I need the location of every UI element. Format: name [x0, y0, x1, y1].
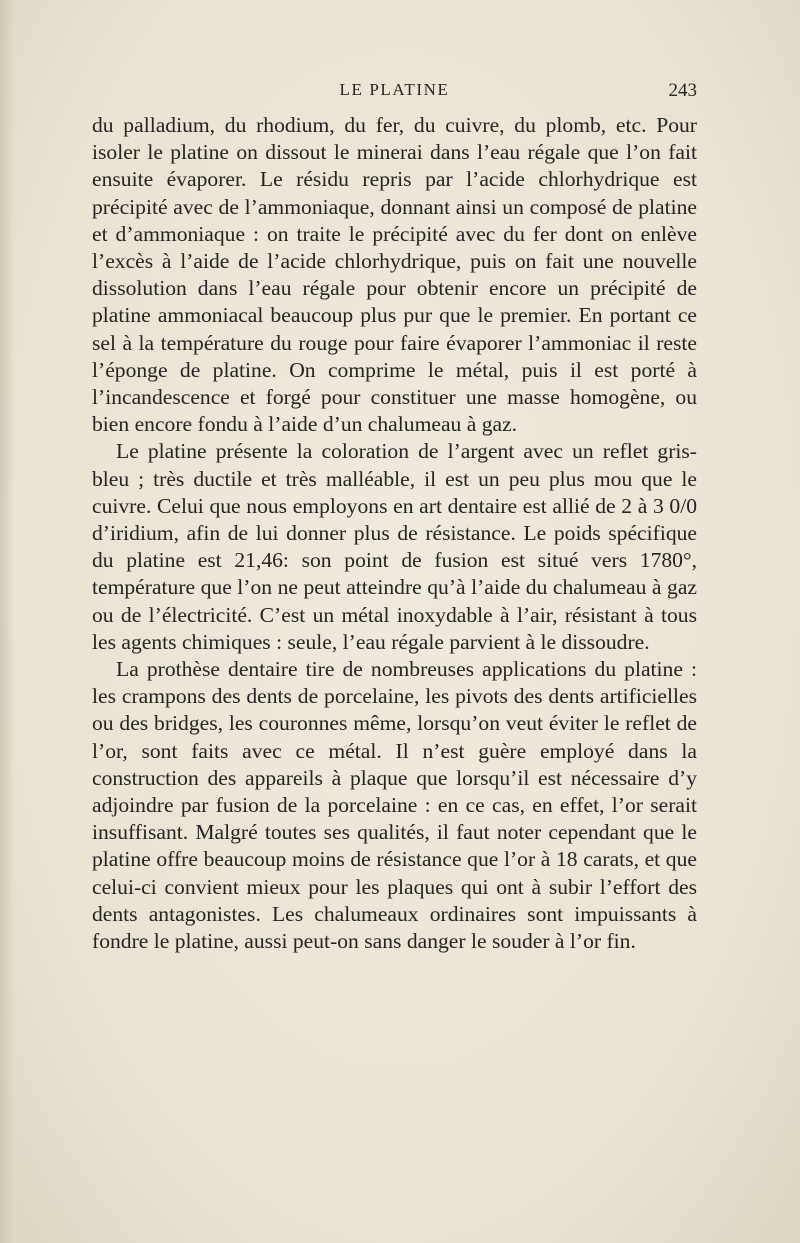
spine-shadow — [0, 0, 14, 1243]
page-number: 243 — [668, 80, 697, 101]
paragraph-continuation: du palladium, du rhodium, du fer, du cuivre, du plomb, etc. Pour isoler le platine on dissout le minerai dans l’eau régale que l’on fait ensuite évaporer. Le résidu repris par l’acide chlorhydrique est précipité avec de l’ammoniaque, donnant ainsi un composé de platine et d’ammoniaque : on traite le précipité avec du fer dont on enlève l’excès à l’aide de l’acide chlorhydrique, puis on fait une nouvelle dissolution dans l’eau régale pour obtenir encore un précipité de platine ammoniacal beaucoup plus pur que le premier. En portant ce sel à la température du rouge pour faire évaporer l’ammoniac il reste l’éponge de platine. On comprime le métal, puis il est porté à l’incandescence et forgé pour constituer une masse homogène, ou bien encore fondu à l’aide d’un chalumeau à gaz. — [92, 113, 697, 437]
running-head — [92, 80, 697, 106]
paragraph-applications: La prothèse dentaire tire de nombreuses applications du platine : les crampons des dents de porcelaine, les pivots des dents artificielles ou des bridges, les couronnes même, lorsqu’on veut éviter le reflet de l’or, sont faits avec ce métal. Il n’est guère employé dans la construction des appareils à plaque que lorsqu’il est nécessaire d’y adjoindre par fusion de la porcelaine : en ce cas, en effet, l’or serait insuffisant. Malgré toutes ses qualités, il faut noter cependant que le platine offre beaucoup moins de résistance que l’or à 18 carats, et que celui-ci convient mieux pour les plaques qui ont à subir l’effort des dents antagonistes. Les chalumeaux ordinaires sont impuissants à fondre le platine, aussi peut-on sans danger le souder à l’or fin. — [92, 657, 697, 954]
body-text — [92, 112, 697, 955]
paragraph-properties: Le platine présente la coloration de l’argent avec un reflet gris-bleu ; très ductile et très malléable, il est un peu plus mou que le cuivre. Celui que nous employons en art dentaire est allié de 2 à 3 0/0 d’iridium, afin de lui donner plus de résistance. Le poids spécifique du platine est 21,46: son point de fusion est situé vers 1780°, température que l’on ne peut atteindre qu’à l’aide du chalumeau à gaz ou de l’électricité. C’est un métal inoxydable à l’air, résistant à tous les agents chimiques : seule, l’eau régale parvient à le dissoudre. — [92, 439, 697, 654]
running-title: LE PLATINE — [339, 80, 450, 99]
